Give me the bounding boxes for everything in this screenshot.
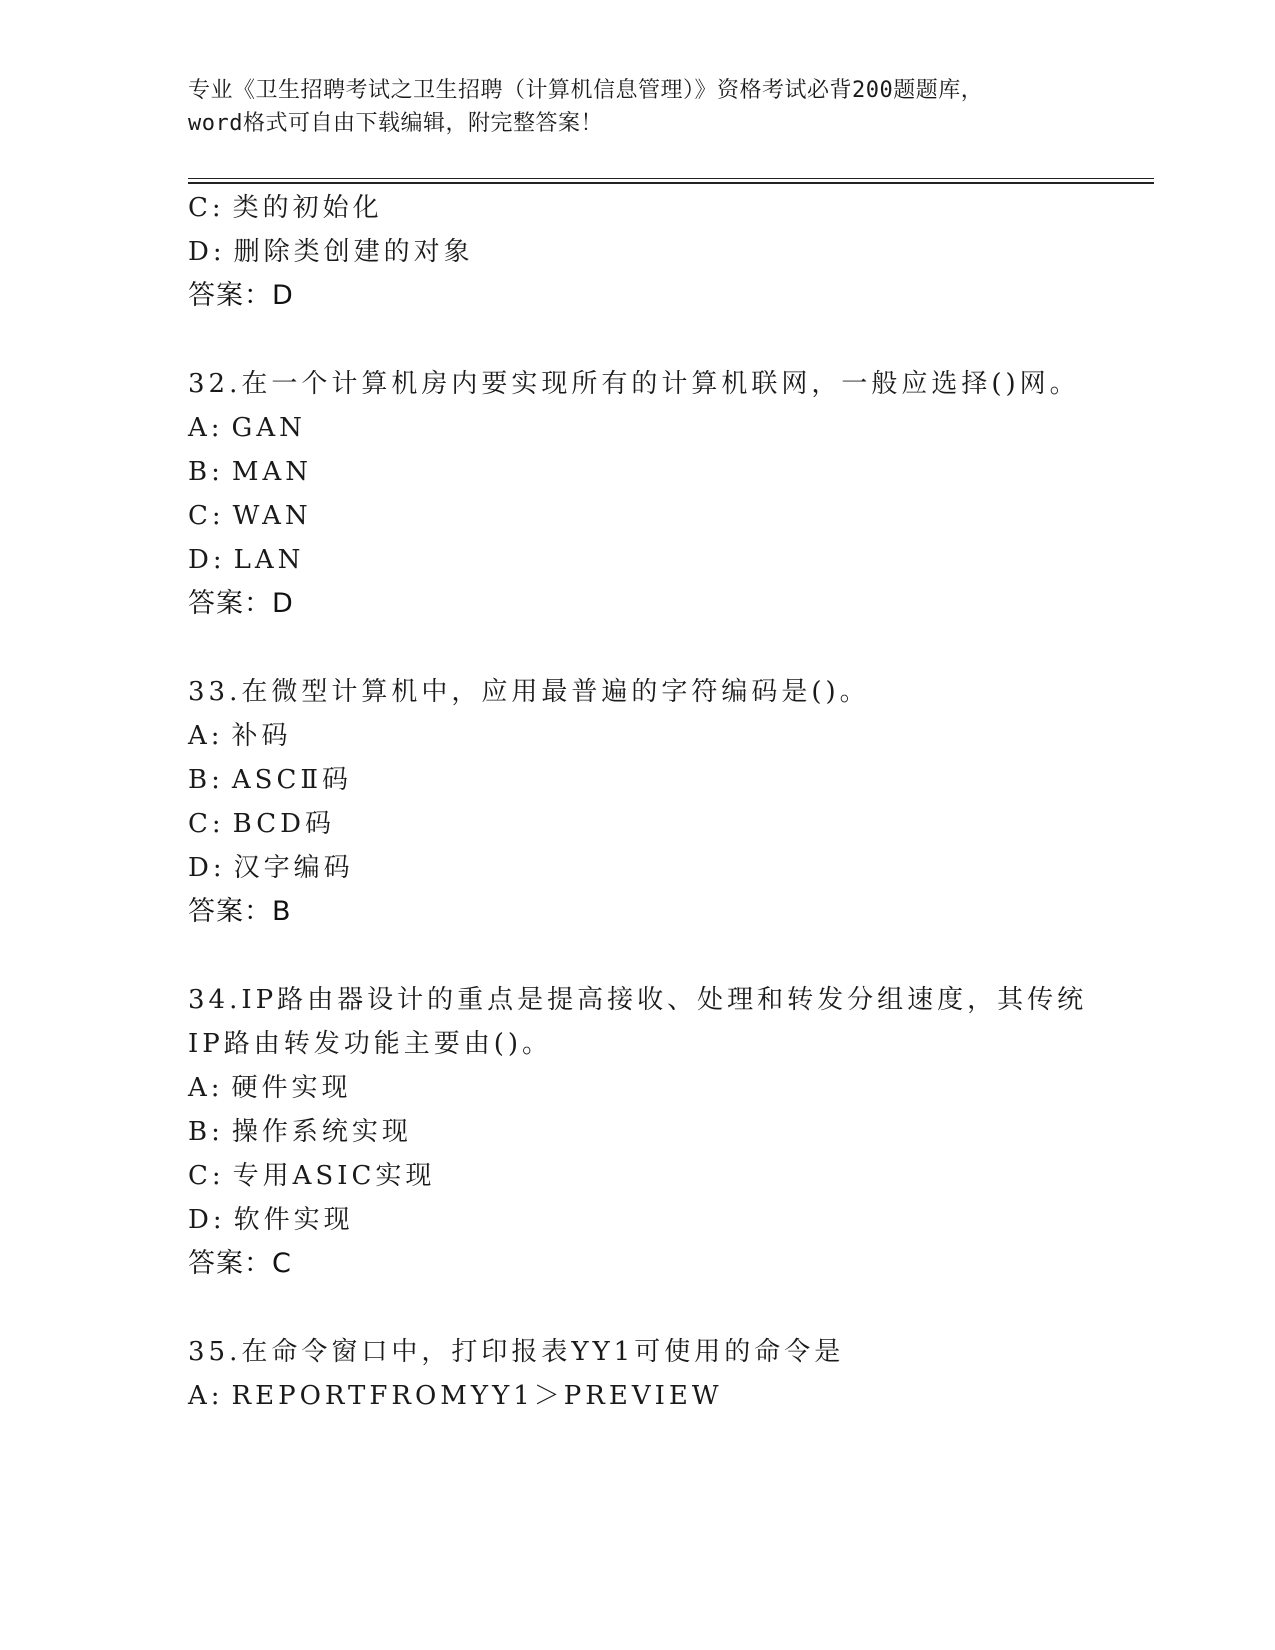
question-33-option-d: D: 汉字编码	[188, 853, 354, 883]
question-35-option-a: A: REPORTFROMYY1＞PREVIEW	[188, 1381, 723, 1411]
header-divider-thin	[188, 178, 1154, 179]
header-line-2: word格式可自由下载编辑，附完整答案！	[188, 111, 603, 136]
question-33-option-a: A: 补码	[188, 721, 292, 751]
document-header	[188, 74, 1088, 140]
question-34-option-c: C: 专用ASIC实现	[188, 1161, 436, 1191]
header-divider-thick	[188, 182, 1154, 184]
prev-option-d: D: 删除类创建的对象	[188, 237, 474, 267]
question-32-option-b: B: MAN	[188, 457, 313, 487]
question-35-stem: 35.在命令窗口中，打印报表YY1可使用的命令是	[188, 1337, 845, 1367]
question-34-option-a: A: 硬件实现	[188, 1073, 352, 1103]
question-34-option-d: D: 软件实现	[188, 1205, 354, 1235]
question-33-option-b: B: ASCⅡ码	[188, 765, 353, 795]
question-32-stem: 32.在一个计算机房内要实现所有的计算机联网，一般应选择()网。	[188, 369, 1080, 399]
header-line-1: 专业《卫生招聘考试之卫生招聘（计算机信息管理）》资格考试必背200题题库，	[188, 78, 984, 103]
question-32-option-c: C: WAN	[188, 501, 312, 531]
question-32-option-d: D: LAN	[188, 545, 305, 575]
question-33-option-c: C: BCD码	[188, 809, 335, 839]
question-32-option-a: A: GAN	[188, 413, 306, 443]
question-34-option-b: B: 操作系统实现	[188, 1117, 412, 1147]
question-32-answer: 答案：D	[188, 588, 294, 619]
question-34-stem-line-2: IP路由转发功能主要由()。	[188, 1029, 553, 1059]
question-33-stem: 33.在微型计算机中，应用最普遍的字符编码是()。	[188, 677, 870, 707]
question-34-stem-line-1: 34.IP路由器设计的重点是提高接收、处理和转发分组速度，其传统	[188, 985, 1088, 1015]
prev-option-c: C: 类的初始化	[188, 193, 383, 223]
question-34-answer: 答案：C	[188, 1248, 292, 1279]
question-33-answer: 答案：B	[188, 896, 292, 927]
prev-answer: 答案：D	[188, 280, 294, 311]
